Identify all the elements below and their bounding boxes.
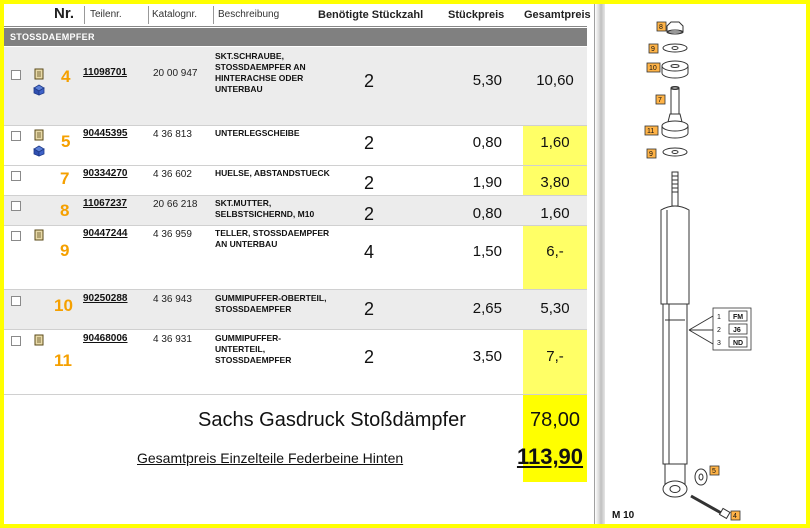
legend-code-1: FM xyxy=(733,314,744,321)
part-number-link[interactable]: 11067237 xyxy=(83,198,127,209)
part-description: SKT.SCHRAUBE, STOSSDAEMPFER AN HINTERACHSE ODER UNTERBAU xyxy=(215,51,306,94)
table-row[interactable] xyxy=(4,47,587,126)
row-total-price: 1,60 xyxy=(540,205,570,222)
position-number: 11 xyxy=(54,351,72,370)
position-number: 4 xyxy=(61,67,71,86)
part-description: UNTERLEGSCHEIBE xyxy=(215,128,300,138)
catalog-number: 4 36 602 xyxy=(153,169,192,180)
quantity: 2 xyxy=(364,173,375,193)
part-number-link[interactable]: 90334270 xyxy=(83,168,128,179)
legend-num-2: 2 xyxy=(717,327,721,334)
package-icon[interactable] xyxy=(33,83,45,95)
unit-price: 1,50 xyxy=(472,243,502,260)
part-number-link[interactable]: 90250288 xyxy=(83,293,128,304)
sachs-label: Sachs Gasdruck Stoßdämpfer xyxy=(198,409,466,431)
header-teilenr: Teilenr. xyxy=(90,9,122,20)
diagram-label: M 10 xyxy=(612,510,635,521)
quantity: 2 xyxy=(364,299,375,319)
header-beschreibung: Beschreibung xyxy=(218,9,280,20)
quantity: 2 xyxy=(364,71,375,91)
part-description: GUMMIPUFFER-UNTERTEIL, STOSSDAEMPFER xyxy=(215,333,292,365)
header-separator xyxy=(213,6,214,24)
unit-price: 3,50 xyxy=(472,348,502,365)
catalog-number: 4 36 931 xyxy=(153,334,192,345)
row-checkbox[interactable] xyxy=(11,131,21,141)
scroll-icon[interactable] xyxy=(33,67,45,79)
header-separator xyxy=(84,6,85,24)
header-gesamtpreis: Gesamtpreis xyxy=(524,9,591,21)
header-stueckzahl: Benötigte Stückzahl xyxy=(318,9,424,21)
catalog-number: 20 66 218 xyxy=(153,199,198,210)
quantity: 2 xyxy=(364,347,375,367)
callout-8: 8 xyxy=(659,24,663,31)
position-number: 10 xyxy=(54,296,73,315)
window xyxy=(4,4,806,524)
unit-price: 5,30 xyxy=(472,72,502,89)
scroll-icon[interactable] xyxy=(33,333,45,345)
quantity: 4 xyxy=(364,242,375,262)
header-stueckpreis: Stückpreis xyxy=(448,9,505,21)
header-katalognr: Katalognr. xyxy=(152,9,198,20)
callout-9: 9 xyxy=(651,46,655,53)
legend-code-3: ND xyxy=(733,340,744,347)
sachs-price: 78,00 xyxy=(529,409,581,431)
header-nr: Nr. xyxy=(54,5,75,22)
table-row[interactable] xyxy=(4,126,587,166)
row-checkbox[interactable] xyxy=(11,296,21,306)
unit-price: 2,65 xyxy=(472,300,502,317)
part-number-link[interactable]: 90447244 xyxy=(83,228,128,239)
row-checkbox[interactable] xyxy=(11,70,21,80)
catalog-number: 4 36 813 xyxy=(153,129,192,140)
table-row[interactable] xyxy=(4,226,587,290)
section-bar xyxy=(4,28,587,46)
part-description: TELLER, STOSSDAEMPFER AN UNTERBAU xyxy=(215,228,330,249)
table-header xyxy=(4,4,591,27)
position-number: 7 xyxy=(60,169,70,188)
row-checkbox[interactable] xyxy=(11,231,21,241)
table-row[interactable] xyxy=(4,290,587,330)
row-checkbox[interactable] xyxy=(11,336,21,346)
callout-4: 4 xyxy=(733,513,737,520)
shock-absorber-diagram[interactable] xyxy=(605,4,806,524)
position-number: 9 xyxy=(60,241,70,260)
row-total-price: 10,60 xyxy=(536,72,574,89)
row-total-price: 1,60 xyxy=(540,134,570,151)
legend-num-1: 1 xyxy=(717,314,721,321)
table-row[interactable] xyxy=(4,330,587,395)
callout-5: 5 xyxy=(712,468,716,475)
callout-11: 11 xyxy=(647,128,655,135)
callout-10: 10 xyxy=(649,65,657,72)
quantity: 2 xyxy=(364,133,375,153)
part-description: HUELSE, ABSTANDSTUECK xyxy=(215,168,330,178)
row-total-price: 3,80 xyxy=(540,174,570,191)
legend-code-2: J6 xyxy=(733,327,741,334)
package-icon[interactable] xyxy=(33,144,45,156)
position-number: 5 xyxy=(61,132,71,151)
quantity: 2 xyxy=(364,204,375,224)
part-number-link[interactable]: 11098701 xyxy=(83,67,127,78)
table-row[interactable] xyxy=(4,166,587,196)
unit-price: 0,80 xyxy=(472,134,502,151)
scroll-icon[interactable] xyxy=(33,128,45,140)
header-separator xyxy=(148,6,149,24)
row-total-price: 7,- xyxy=(546,348,564,365)
table-row[interactable] xyxy=(4,196,587,226)
catalog-number: 20 00 947 xyxy=(153,68,198,79)
part-description: SKT.MUTTER, SELBSTSICHERND, M10 xyxy=(215,198,315,219)
legend-num-3: 3 xyxy=(717,340,721,347)
callout-7: 7 xyxy=(658,97,662,104)
catalog-number: 4 36 943 xyxy=(153,294,192,305)
row-total-price: 6,- xyxy=(546,243,564,260)
row-checkbox[interactable] xyxy=(11,201,21,211)
parts-list-pane xyxy=(4,4,591,524)
section-title: STOSSDAEMPFER xyxy=(10,32,95,42)
catalog-number: 4 36 959 xyxy=(153,229,192,240)
unit-price: 1,90 xyxy=(472,174,502,191)
callout-9b: 9 xyxy=(649,151,653,158)
diagram-pane xyxy=(605,4,806,524)
gesamtpreis-label[interactable]: Gesamtpreis Einzelteile Federbeine Hinten xyxy=(137,450,404,466)
unit-price: 0,80 xyxy=(472,205,502,222)
position-number: 8 xyxy=(60,201,70,220)
scroll-icon[interactable] xyxy=(33,228,45,240)
gesamtpreis-value: 113,90 xyxy=(516,444,584,469)
row-checkbox[interactable] xyxy=(11,171,21,181)
part-number-link[interactable]: 90468006 xyxy=(83,333,128,344)
part-description: GUMMIPUFFER-OBERTEIL, STOSSDAEMPFER xyxy=(215,293,327,314)
row-total-price: 5,30 xyxy=(540,300,570,317)
part-number-link[interactable]: 90445395 xyxy=(83,128,128,139)
